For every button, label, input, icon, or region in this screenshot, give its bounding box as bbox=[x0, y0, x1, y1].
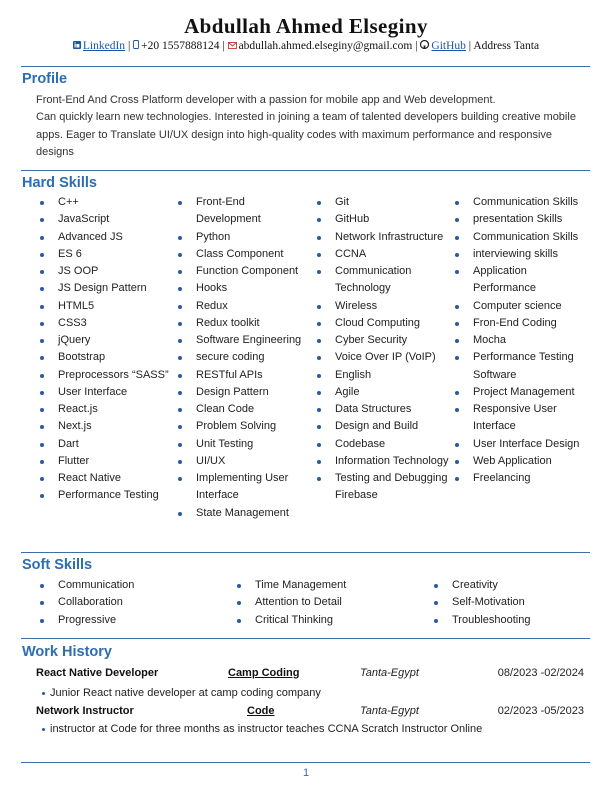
skill-item: Wireless bbox=[313, 298, 453, 315]
skill-item: Self-Motivation bbox=[430, 594, 588, 611]
skill-item: Freelancing bbox=[451, 470, 589, 487]
hard-skills-column-2 bbox=[174, 194, 310, 522]
skill-item: Project Management bbox=[451, 384, 589, 401]
profile-line-1: Front-End And Cross Platform developer with a passion for mobile app and Web development. bbox=[36, 94, 496, 106]
skill-item: interviewing skills bbox=[451, 246, 589, 263]
hard-skills-column-3 bbox=[313, 194, 453, 505]
skill-item: Function Component bbox=[174, 263, 310, 280]
profile-line-2: Can quickly learn new technologies. Interested in joining a team of talented developers building creative mobile apps. Eager to Translate UI/UX design into high-quality codes with maximum performance and responsive designs bbox=[36, 111, 576, 158]
skill-item: Fron-End Coding bbox=[451, 315, 589, 332]
skill-item: JavaScript bbox=[36, 211, 176, 228]
contact-line: LinkedIn | +20 1557888124 | abdullah.ahmed.elseginy@gmail.com | GitHub | Address Tanta bbox=[0, 40, 612, 52]
skill-item: Progressive bbox=[36, 612, 226, 629]
skill-item: User Interface bbox=[36, 384, 176, 401]
bullet-icon bbox=[42, 692, 45, 695]
skill-item: Flutter bbox=[36, 453, 176, 470]
skill-item: Communication Skills bbox=[451, 229, 589, 246]
skill-item: Problem Solving bbox=[174, 418, 310, 435]
skill-item: ES 6 bbox=[36, 246, 176, 263]
email-address: abdullah.ahmed.elseginy@gmail.com bbox=[238, 40, 413, 52]
skill-item: Application Performance bbox=[451, 263, 589, 298]
skill-item: Front-End Development bbox=[174, 194, 310, 229]
skill-item: Cloud Computing bbox=[313, 315, 453, 332]
skill-item: JS OOP bbox=[36, 263, 176, 280]
skill-item: Hooks bbox=[174, 280, 310, 297]
skill-item: Critical Thinking bbox=[233, 612, 423, 629]
skill-item: GitHub bbox=[313, 211, 453, 228]
hard-skills-column-4 bbox=[451, 194, 589, 487]
job-title: Network Instructor bbox=[36, 705, 134, 717]
job-bullet: instructor at Code for three months as instructor teaches CCNA Scratch Instructor Online bbox=[42, 723, 482, 735]
candidate-name: Abdullah Ahmed Elseginy bbox=[184, 14, 428, 38]
skill-item: JS Design Pattern bbox=[36, 280, 176, 297]
skill-item: Preprocessors “SASS” bbox=[36, 367, 176, 384]
bullet-icon bbox=[42, 728, 45, 731]
job-bullet: Junior React native developer at camp coding company bbox=[42, 687, 321, 699]
github-link[interactable]: GitHub bbox=[431, 40, 466, 52]
skill-item: Collaboration bbox=[36, 594, 226, 611]
skill-item: Voice Over IP (VoIP) bbox=[313, 349, 453, 366]
skill-item: UI/UX bbox=[174, 453, 310, 470]
skill-item: Software Engineering bbox=[174, 332, 310, 349]
job-dates: 02/2023 -05/2023 bbox=[497, 705, 584, 717]
skill-item: User Interface Design bbox=[451, 436, 589, 453]
skill-item: Time Management bbox=[233, 577, 423, 594]
skill-item: Redux bbox=[174, 298, 310, 315]
hard-skills-heading: Hard Skills bbox=[22, 175, 97, 191]
address: Address Tanta bbox=[473, 40, 540, 52]
skill-item: Communication Technology bbox=[313, 263, 453, 298]
page-number: 1 bbox=[302, 767, 310, 779]
skill-item: secure coding bbox=[174, 349, 310, 366]
phone-icon bbox=[133, 40, 139, 52]
skill-item: React Native bbox=[36, 470, 176, 487]
github-icon bbox=[420, 40, 429, 52]
skill-item: Cyber Security bbox=[313, 332, 453, 349]
skill-item: Bootstrap bbox=[36, 349, 176, 366]
profile-heading: Profile bbox=[22, 71, 68, 87]
job-entry bbox=[36, 705, 584, 723]
divider bbox=[21, 170, 590, 171]
skill-item: Python bbox=[174, 229, 310, 246]
soft-skills-column-2 bbox=[233, 577, 423, 629]
skill-item: Troubleshooting bbox=[430, 612, 588, 629]
skill-item: Data Structures bbox=[313, 401, 453, 418]
skill-item: Redux toolkit bbox=[174, 315, 310, 332]
skill-item: English bbox=[313, 367, 453, 384]
hard-skills-column-1 bbox=[36, 194, 176, 505]
footer-divider bbox=[21, 762, 590, 763]
skill-item: Advanced JS bbox=[36, 229, 176, 246]
skill-item: Design Pattern bbox=[174, 384, 310, 401]
skill-item: Testing and Debugging Firebase bbox=[313, 470, 453, 505]
skill-item: React.js bbox=[36, 401, 176, 418]
job-entry bbox=[36, 667, 584, 685]
skill-item: Clean Code bbox=[174, 401, 310, 418]
job-location: Tanta-Egypt bbox=[360, 705, 419, 717]
skill-item: jQuery bbox=[36, 332, 176, 349]
skill-item: Class Component bbox=[174, 246, 310, 263]
skill-item: Network Infrastructure bbox=[313, 229, 453, 246]
phone-number: +20 1557888124 bbox=[141, 40, 220, 52]
linkedin-link[interactable]: LinkedIn bbox=[82, 40, 126, 52]
skill-item: Web Application bbox=[451, 453, 589, 470]
job-location: Tanta-Egypt bbox=[360, 667, 419, 679]
skill-item: Attention to Detail bbox=[233, 594, 423, 611]
skill-item: Creativity bbox=[430, 577, 588, 594]
skill-item: Performance Testing Software bbox=[451, 349, 589, 384]
soft-skills-column-1 bbox=[36, 577, 226, 629]
soft-skills-column-3 bbox=[430, 577, 588, 629]
skill-item: HTML5 bbox=[36, 298, 176, 315]
job-company: Camp Coding bbox=[228, 667, 300, 679]
email-icon bbox=[228, 40, 237, 52]
skill-item: Communication bbox=[36, 577, 226, 594]
job-company: Code bbox=[247, 705, 275, 717]
skill-item: Agile bbox=[313, 384, 453, 401]
skill-item: Unit Testing bbox=[174, 436, 310, 453]
work-history-heading: Work History bbox=[22, 644, 112, 660]
skill-item: State Management bbox=[174, 505, 310, 522]
skill-item: Codebase bbox=[313, 436, 453, 453]
skill-item: CSS3 bbox=[36, 315, 176, 332]
soft-skills-heading: Soft Skills bbox=[22, 557, 93, 573]
skill-item: CCNA bbox=[313, 246, 453, 263]
skill-item: Design and Build bbox=[313, 418, 453, 435]
skill-item: Dart bbox=[36, 436, 176, 453]
job-dates: 08/2023 -02/2024 bbox=[497, 667, 584, 679]
skill-item: Git bbox=[313, 194, 453, 211]
skill-item: Mocha bbox=[451, 332, 589, 349]
skill-item: RESTful APIs bbox=[174, 367, 310, 384]
skill-item: Communication Skills bbox=[451, 194, 589, 211]
linkedin-icon bbox=[73, 40, 81, 52]
divider bbox=[21, 552, 590, 553]
divider bbox=[21, 66, 590, 67]
skill-item: C++ bbox=[36, 194, 176, 211]
skill-item: Information Technology bbox=[313, 453, 453, 470]
skill-item: Computer science bbox=[451, 298, 589, 315]
profile-summary bbox=[36, 92, 588, 161]
job-title: React Native Developer bbox=[36, 667, 159, 679]
skill-item: presentation Skills bbox=[451, 211, 589, 228]
skill-item: Performance Testing bbox=[36, 487, 176, 504]
skill-item: Next.js bbox=[36, 418, 176, 435]
skill-item: Implementing User Interface bbox=[174, 470, 310, 505]
divider bbox=[21, 638, 590, 639]
skill-item: Responsive User Interface bbox=[451, 401, 589, 436]
